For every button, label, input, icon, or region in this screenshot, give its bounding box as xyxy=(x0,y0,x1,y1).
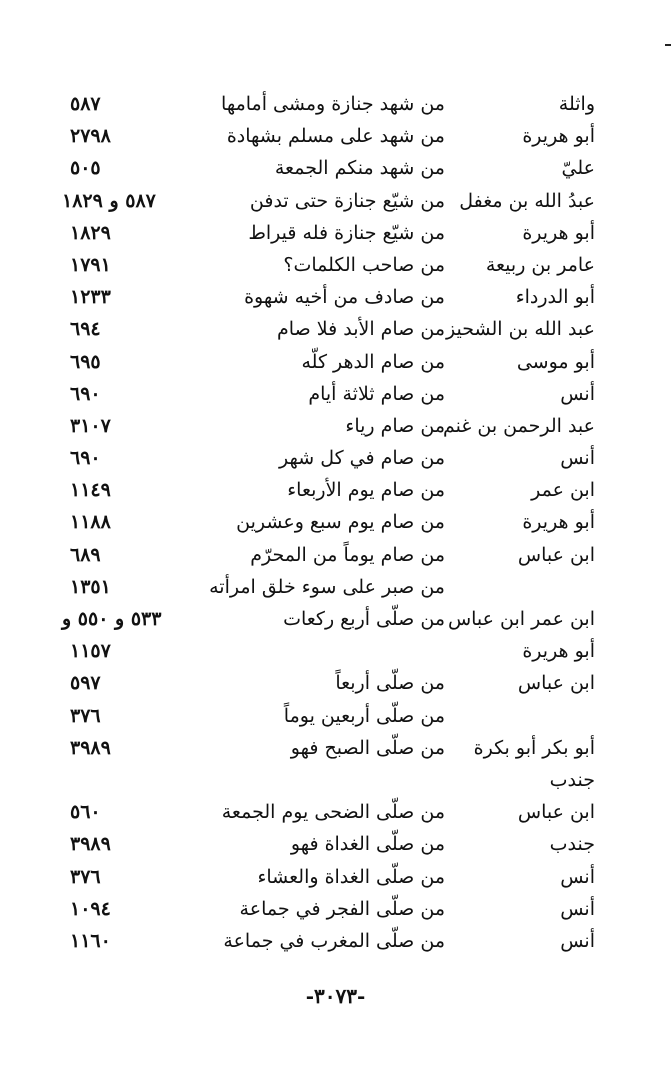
index-row xyxy=(0,152,671,184)
hadith-incipit: من صام الأبد فلا صام xyxy=(277,318,445,341)
index-row xyxy=(0,185,671,217)
hadith-incipit: من صبر على سوء خلق امرأته xyxy=(209,575,445,598)
hadith-reference-number: ١١٥٧ xyxy=(70,640,111,663)
narrator-name: ابن عمر ابن عباس xyxy=(447,608,595,630)
hadith-incipit: من شيّع جنازة فله قيراط xyxy=(248,221,445,244)
hadith-incipit: من صلّى الفجر في جماعة xyxy=(239,897,445,920)
hadith-reference-number: ٣٧٦ xyxy=(70,865,101,888)
index-row xyxy=(0,828,671,860)
hadith-reference-number: ٣١٠٧ xyxy=(70,414,111,437)
hadith-incipit: من صلّى المغرب في جماعة xyxy=(223,929,445,952)
hadith-incipit: من صلّى الصبح فهو xyxy=(290,736,445,759)
narrator-name: أبو هريرة xyxy=(522,125,595,148)
hadith-reference-number: ٥٩٧ xyxy=(70,672,101,695)
hadith-reference-number: ٦٩٠ xyxy=(70,382,101,405)
index-row xyxy=(0,764,671,796)
hadith-reference-number: ٣٩٨٩ xyxy=(70,833,111,856)
hadith-incipit: من صادف من أخيه شهوة xyxy=(244,286,445,309)
index-row xyxy=(0,217,671,249)
page-number: -٣٠٧٣- xyxy=(305,984,366,1008)
narrator-name: عبد الرحمن بن غنم xyxy=(443,414,595,437)
index-row xyxy=(0,249,671,281)
hadith-reference-number: ٥٨٧ xyxy=(70,93,101,115)
hadith-incipit: من صلّى الغداة فهو xyxy=(290,833,445,856)
narrator-name: ابن عمر xyxy=(531,479,595,502)
index-row xyxy=(0,732,671,764)
narrator-name: ابن عباس xyxy=(517,543,595,566)
narrator-name: ابن عباس xyxy=(517,672,595,695)
index-row xyxy=(0,796,671,828)
narrator-name: عبدُ الله بن مغفل xyxy=(459,189,595,212)
hadith-incipit: من صام يوماً من المحرّم xyxy=(250,543,445,566)
hadith-incipit: من شهد على مسلم بشهادة xyxy=(226,125,445,148)
hadith-incipit: من صام في كل شهر xyxy=(279,447,445,470)
index-row xyxy=(0,281,671,313)
hadith-incipit: من شهد منكم الجمعة xyxy=(274,157,445,180)
narrator-name: أبو هريرة xyxy=(522,640,595,663)
index-row xyxy=(0,700,671,732)
hadith-reference-number: ٣٩٨٩ xyxy=(70,736,111,759)
hadith-reference-number: ١٧٩١ xyxy=(70,253,111,276)
index-row xyxy=(0,893,671,925)
hadith-reference-number: ٣٧٦ xyxy=(70,704,101,727)
index-row xyxy=(0,925,671,957)
hadith-incipit: من صام الدهر كلّه xyxy=(301,350,445,373)
hadith-reference-number: ١٢٣٣ xyxy=(70,286,111,309)
hadith-incipit: من صام رياء xyxy=(345,414,445,437)
hadith-reference-number: ١٣٥١ xyxy=(70,575,111,598)
hadith-reference-number: ٥٣٣ و ٥٥٠ و xyxy=(62,608,162,630)
index-row xyxy=(0,442,671,474)
hadith-incipit: من صلّى أربعاً xyxy=(335,672,445,695)
hadith-incipit: من صام يوم سبع وعشرين xyxy=(236,511,445,534)
hadith-incipit: من صلّى الضحى يوم الجمعة xyxy=(221,801,445,824)
hadith-reference-number: ١١٤٩ xyxy=(70,479,111,502)
hadith-incipit: من صلّى أربعين يوماً xyxy=(283,704,445,727)
hadith-reference-number: ١١٦٠ xyxy=(70,929,111,952)
narrator-name: أنس xyxy=(560,865,595,888)
narrator-name: ابن عباس xyxy=(517,801,595,824)
hadith-reference-number: ١٨٢٩ xyxy=(70,221,111,244)
index-row xyxy=(0,635,671,667)
hadith-reference-number: ٦٩٤ xyxy=(70,318,101,341)
narrator-name: جندب xyxy=(549,768,595,791)
hadith-incipit: من صام ثلاثة أيام xyxy=(308,382,445,405)
hadith-reference-number: ٦٩٠ xyxy=(70,447,101,470)
hadith-incipit: من صلّى أربع ركعات xyxy=(283,608,445,630)
narrator-name: عليّ xyxy=(561,157,595,180)
hadith-reference-number: ٢٧٩٨ xyxy=(70,125,111,148)
narrator-name: واثلة xyxy=(558,93,595,115)
hadith-incipit: من صلّى الغداة والعشاء xyxy=(257,865,445,888)
hadith-reference-number: ٦٩٥ xyxy=(70,350,101,373)
index-row xyxy=(0,603,671,635)
index-row xyxy=(0,378,671,410)
narrator-name: جندب xyxy=(549,833,595,856)
narrator-name: أنس xyxy=(560,897,595,920)
hadith-reference-number: ١١٨٨ xyxy=(70,511,111,534)
hadith-reference-number: ٥٨٧ و ١٨٢٩ xyxy=(62,189,156,212)
hadith-incipit: من صام يوم الأربعاء xyxy=(287,479,445,502)
narrator-name: أبو هريرة xyxy=(522,511,595,534)
narrator-name: أنس xyxy=(560,929,595,952)
narrator-name: أنس xyxy=(560,447,595,470)
index-row xyxy=(0,506,671,538)
index-row xyxy=(0,667,671,699)
index-row xyxy=(0,474,671,506)
hadith-index-table xyxy=(0,88,671,957)
narrator-name: عبد الله بن الشحيز xyxy=(446,318,595,341)
narrator-name: أبو الدرداء xyxy=(515,286,595,309)
index-row xyxy=(0,571,671,603)
narrator-name: أبو بكر أبو بكرة xyxy=(473,736,595,759)
corner-mark xyxy=(665,44,671,46)
index-row xyxy=(0,539,671,571)
narrator-name: عامر بن ربيعة xyxy=(485,253,595,276)
hadith-reference-number: ١٠٩٤ xyxy=(70,897,111,920)
hadith-incipit: من شهد جنازة ومشى أمامها xyxy=(221,93,445,115)
narrator-name: أنس xyxy=(560,382,595,405)
hadith-reference-number: ٦٨٩ xyxy=(70,543,101,566)
hadith-reference-number: ٥٠٥ xyxy=(70,157,101,180)
hadith-incipit: من صاحب الكلمات؟ xyxy=(283,253,445,276)
index-row xyxy=(0,861,671,893)
index-row xyxy=(0,346,671,378)
hadith-reference-number: ٥٦٠ xyxy=(70,801,101,824)
hadith-incipit: من شيّع جنازة حتى تدفن xyxy=(249,189,445,212)
narrator-name: أبو موسى xyxy=(516,350,595,373)
index-row xyxy=(0,313,671,345)
index-row xyxy=(0,88,671,120)
index-row xyxy=(0,120,671,152)
index-row xyxy=(0,410,671,442)
narrator-name: أبو هريرة xyxy=(522,221,595,244)
